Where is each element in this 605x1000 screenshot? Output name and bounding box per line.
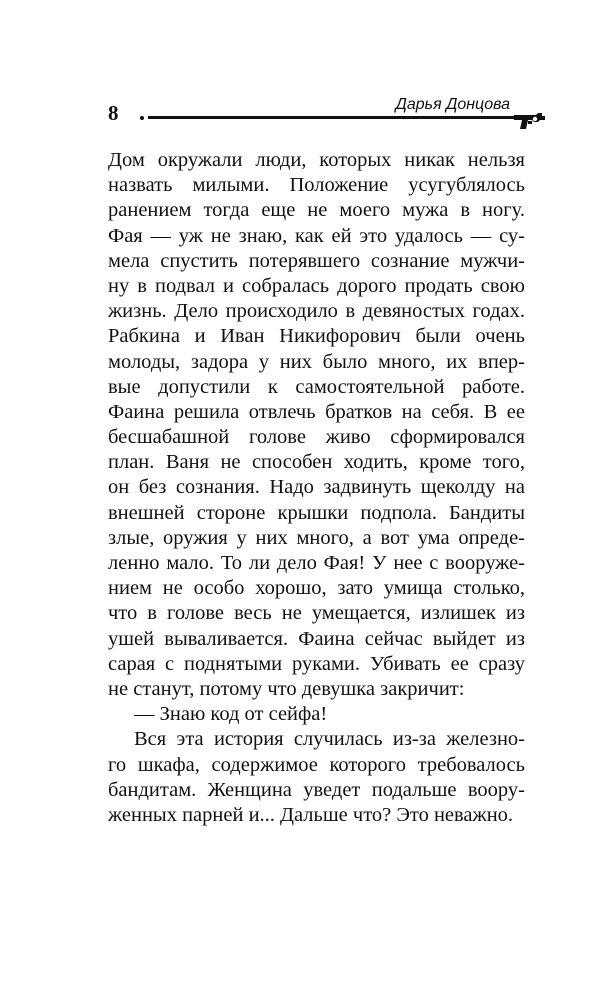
running-head-author: Дарья Донцова (395, 96, 510, 113)
text-line: не станут, потому что девушка закричит: (108, 677, 465, 700)
text-line: молоды, задора у них было много, их впер- (108, 350, 525, 373)
text-line: бандитам. Женщина уведет подальше воору- (108, 778, 525, 801)
text-line: он без сознания. Надо задвинуть щеколду на (108, 476, 525, 499)
text-line: Фая — уж не знаю, как ей это удалось — су- (108, 224, 525, 247)
text-line: Рабкина и Иван Никифорович были очень (108, 325, 525, 348)
header-rule (148, 116, 518, 119)
text-line: ранением тогда еще не моего мужа в ногу. (108, 199, 525, 222)
text-line: Дом окружали люди, которых никак нельзя (108, 149, 525, 171)
text-line: вые допустили к самостоятельной работе. (108, 375, 525, 398)
text-line: нием не особо хорошо, зато умища столько, (108, 577, 525, 600)
text-line: жизнь. Дело происходило в девяностых годах. (108, 300, 525, 323)
text-line: бесшабашной голове живо сформировался (108, 426, 525, 449)
text-line: сарая с поднятыми руками. Убивать ее сразу (108, 652, 525, 675)
text-line: мела спустить потерявшего сознание мужчи- (108, 249, 525, 272)
text-line: злые, оружия у них много, а вот ума опреде- (108, 526, 525, 549)
page-number: 8 (108, 101, 119, 125)
text-line: что в голове весь не умещается, излишек из (108, 602, 525, 625)
header-dot (140, 116, 144, 120)
text-line: Вся эта история случилась из-за железно- (134, 728, 525, 751)
text-line: ленно мало. То ли дело Фая! У нее с вооруже- (108, 552, 525, 574)
text-line: го шкафа, содержимое которого требовалось (108, 753, 525, 776)
text-line: женных парней и... Дальше что? Это неважно. (108, 803, 514, 826)
text-line: внешней стороне крышки подпола. Бандиты (108, 501, 525, 524)
revolver-icon (512, 111, 546, 131)
text-line: назвать милыми. Положение усугублялось (108, 174, 525, 197)
body-text (108, 148, 525, 828)
text-line: план. Ваня не способен ходить, кроме того, (108, 451, 525, 474)
text-line: Фаина решила отвлечь братков на себя. В ее (108, 400, 525, 423)
text-line: ну в подвал и собралась дорого продать свою (108, 274, 525, 297)
dialogue-line: — Знаю код от сейфа! (134, 703, 328, 726)
page-header (0, 0, 605, 140)
text-line: ушей вываливается. Фаина сейчас выйдет из (108, 627, 525, 650)
